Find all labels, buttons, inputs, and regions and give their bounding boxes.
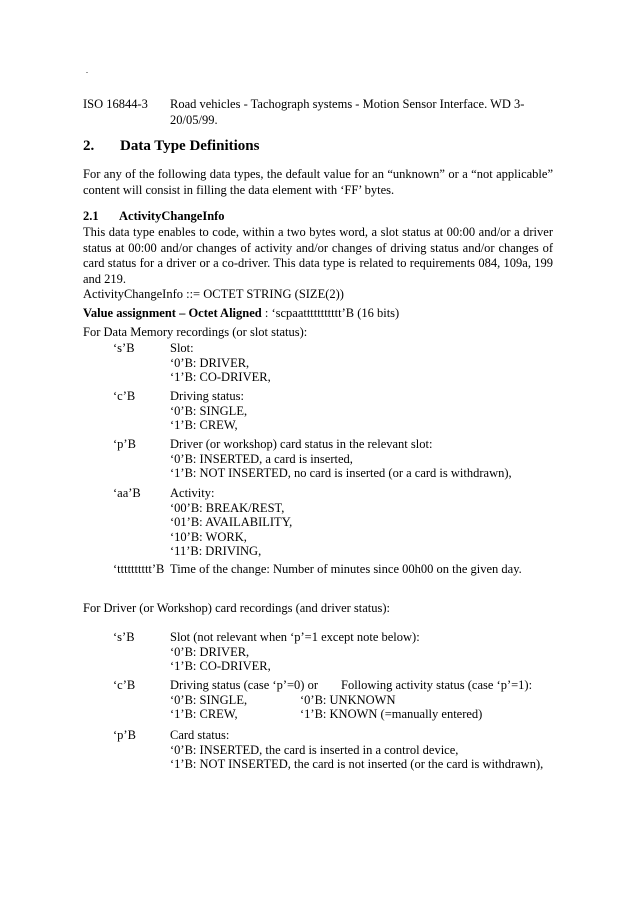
field-value: ‘0’B: DRIVER, (170, 355, 250, 370)
subsection-body: This data type enables to code, within a two bytes word, a slot status at 00:00 and/or a driver status at 00:00 and/or changes of activity and/or changes of driving status and/or changes of card status for a driver or a co-driver. This data type is related to requirements 084, 109a, 199 and 219. (83, 225, 553, 286)
page-speck (86, 72, 88, 73)
subsection-title: ActivityChangeInfo (119, 209, 225, 223)
field-title: Slot: (170, 341, 194, 355)
field-value: ‘0’B: INSERTED, a card is inserted, (170, 451, 353, 466)
card-code-p: ‘p’B (113, 728, 136, 742)
field-value: ‘1’B: CO-DRIVER, (170, 370, 271, 384)
field-code-p: ‘p’B (113, 437, 136, 451)
field-title: Slot (not relevant when ‘p’=1 except note below): (170, 630, 420, 644)
field-desc-s (170, 341, 570, 385)
field-code-s: ‘s’B (113, 341, 135, 355)
section-number: 2. (83, 138, 95, 154)
section-heading (83, 138, 259, 155)
field-title: Driving status (case ‘p’=0) or (170, 678, 318, 692)
type-definition: ActivityChangeInfo ::= OCTET STRING (SIZE(2)) (83, 287, 344, 301)
field-value: ‘10’B: WORK, (170, 529, 247, 544)
field-value: ‘1’B: NOT INSERTED, no card is inserted (or a card is withdrawn), (170, 466, 512, 480)
section-title: Data Type Definitions (120, 138, 260, 154)
subsection-number: 2.1 (83, 209, 99, 223)
field-value: ‘1’B: CO-DRIVER, (170, 659, 271, 673)
field-desc-p (170, 437, 570, 481)
field-title: Driver (or workshop) card status in the relevant slot: (170, 437, 433, 451)
value-assignment-label: Value assignment – Octet Aligned (83, 306, 262, 320)
field-value: ‘01’B: AVAILABILITY, (170, 515, 293, 529)
card-heading: For Driver (or Workshop) card recordings (and driver status): (83, 601, 391, 615)
field-value: ‘1’B: NOT INSERTED, the card is not inserted (or the card is withdrawn), (170, 757, 544, 771)
card-desc-s (170, 630, 570, 674)
field-value: ‘0’B: SINGLE, (170, 403, 248, 418)
card-desc-c-right-title: Following activity status (case ‘p’=1): (341, 678, 533, 692)
field-value: ‘0’B: DRIVER, (170, 644, 250, 659)
value-assignment-value: : ‘scpaattttttttttt’B (16 bits) (264, 306, 400, 320)
field-title: Card status: (170, 728, 230, 742)
document-code: ISO 16844-3 (83, 97, 148, 111)
field-value: ‘0’B: INSERTED, the card is inserted in a control device, (170, 742, 459, 757)
subsection-heading (83, 209, 225, 224)
field-desc-aa (170, 486, 570, 559)
field-code-c: ‘c’B (113, 389, 136, 403)
field-value: ‘1’B: CREW, (170, 418, 238, 432)
card-code-c: ‘c’B (113, 678, 136, 692)
value-assignment (83, 306, 553, 322)
card-desc-c-right-1: ‘1’B: KNOWN (=manually entered) (300, 707, 483, 721)
field-title: Driving status: (170, 389, 244, 403)
field-code-aa: ‘aa’B (113, 486, 141, 500)
field-value: ‘00’B: BREAK/REST, (170, 500, 285, 515)
field-value: ‘1’B: CREW, (170, 707, 238, 721)
card-desc-c-right-0: ‘0’B: UNKNOWN (300, 692, 396, 707)
card-code-s: ‘s’B (113, 630, 135, 644)
memory-heading: For Data Memory recordings (or slot status): (83, 325, 308, 339)
field-value: ‘11’B: DRIVING, (170, 544, 262, 558)
field-code-t: ‘tttttttttt’B (113, 562, 165, 576)
card-desc-p (170, 728, 570, 772)
section-intro: For any of the following data types, the default value for an “unknown” or a “not applicable” content will consist in filling the data element with ‘FF’ bytes. (83, 167, 553, 197)
field-value: ‘0’B: SINGLE, (170, 692, 248, 707)
field-desc-t: Time of the change: Number of minutes since 00h00 on the given day. (170, 562, 522, 576)
field-desc-c (170, 389, 570, 433)
document-title: Road vehicles - Tachograph systems - Motion Sensor Interface. WD 3-20/05/99. (170, 97, 525, 127)
field-title: Activity: (170, 486, 215, 500)
